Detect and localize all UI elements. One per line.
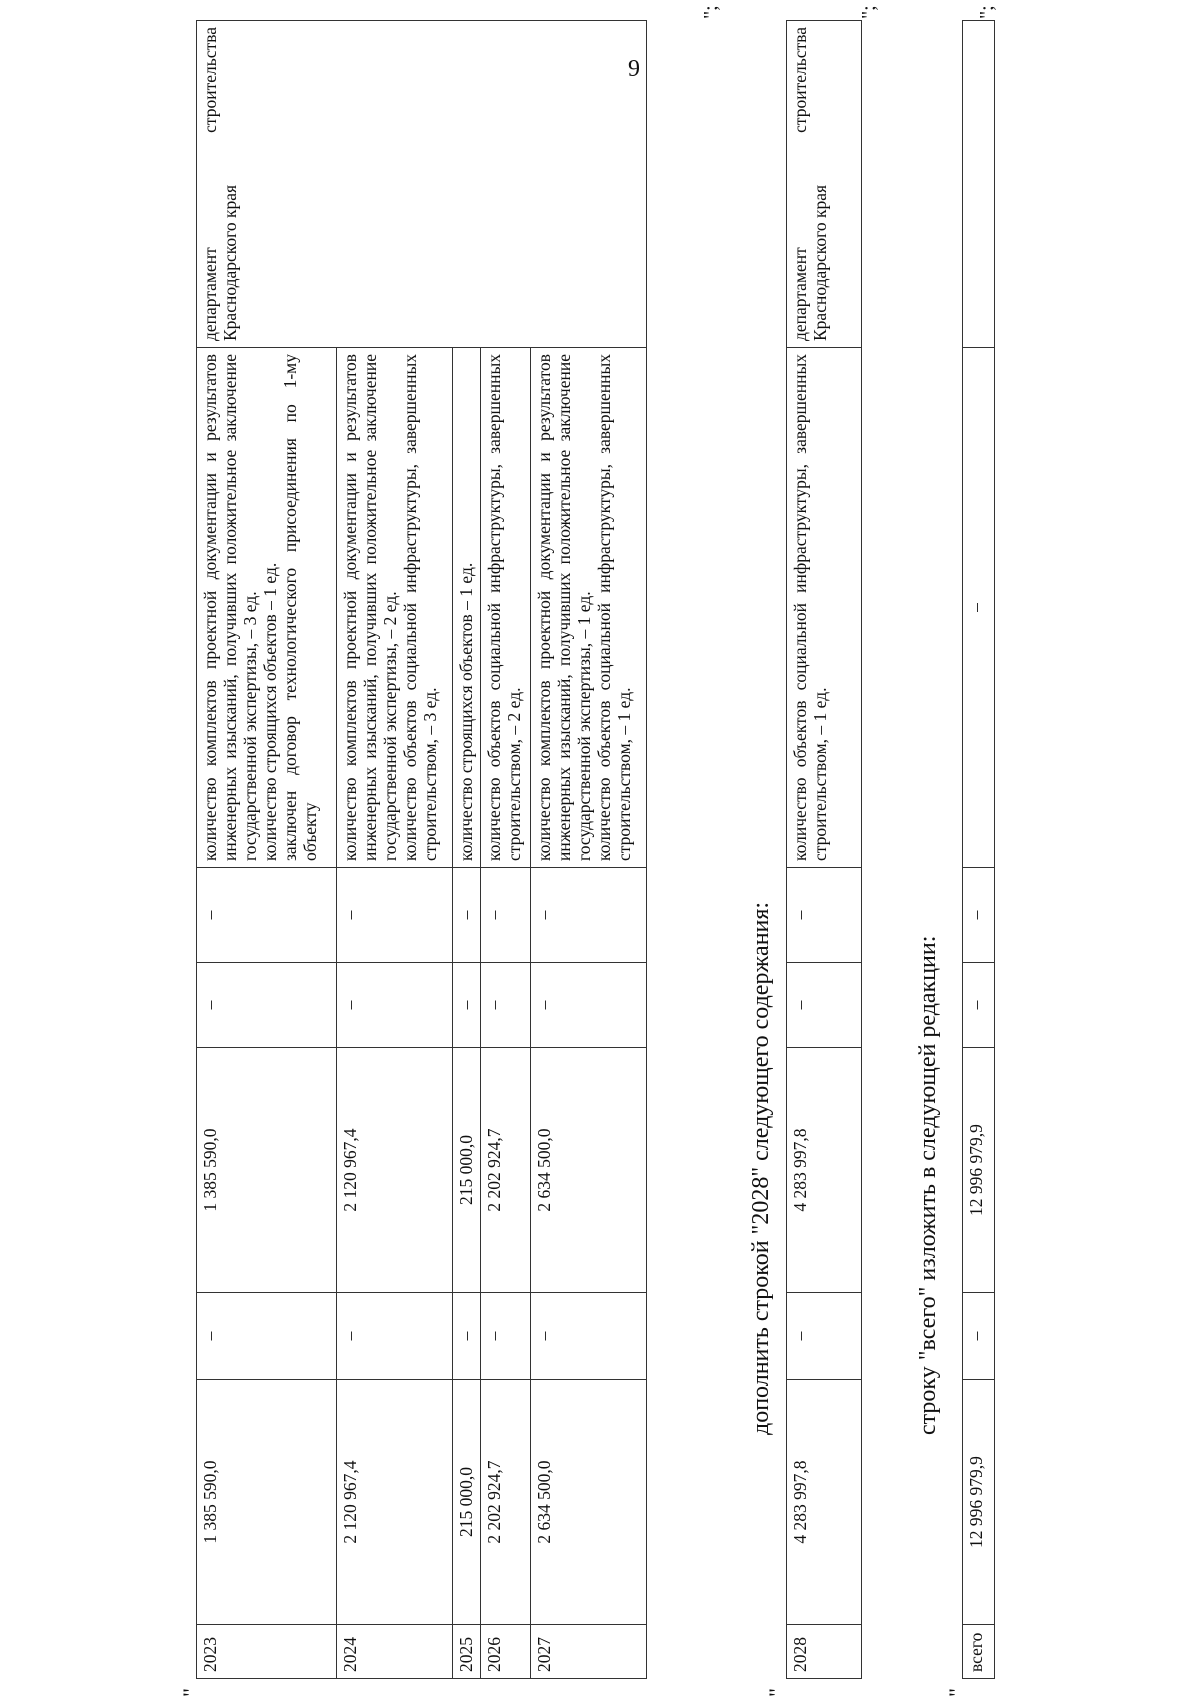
year-cell: 2024 bbox=[337, 1625, 453, 1679]
indicator-line: количество комплектов проектной документации и результатов инженерных изысканий, получивших положительное заключение государственной экспертизы, – 1 ед. bbox=[534, 354, 594, 861]
regional-cell: 2 202 924,7 bbox=[481, 1048, 531, 1293]
indicators-cell bbox=[481, 348, 531, 868]
responsible-cell: департамент строительства Краснодарского края bbox=[787, 21, 862, 348]
opening-quote: " bbox=[944, 1688, 969, 1697]
opening-quote: " bbox=[178, 1688, 203, 1697]
year-cell: 2025 bbox=[453, 1625, 481, 1679]
regional-cell: 4 283 997,8 bbox=[787, 1048, 862, 1293]
indicators-cell bbox=[337, 348, 453, 868]
other-cell: – bbox=[787, 868, 862, 963]
regional-cell: 2 634 500,0 bbox=[531, 1048, 647, 1293]
indicator-line: количество объектов социальной инфраструктуры, завершенных строительством, – 2 ед. bbox=[484, 354, 524, 861]
opening-quote: " bbox=[764, 1688, 789, 1697]
regional-cell: 215 000,0 bbox=[453, 1048, 481, 1293]
federal-cell: – bbox=[453, 1293, 481, 1380]
year-cell: всего bbox=[963, 1625, 995, 1679]
year-cell: 2023 bbox=[197, 1625, 337, 1679]
total-cell: 2 120 967,4 bbox=[337, 1380, 453, 1625]
local-cell: – bbox=[787, 963, 862, 1048]
indicator-line: количество объектов социальной инфраструктуры, завершенных строительством, – 1 ед. bbox=[594, 354, 634, 861]
federal-cell: – bbox=[337, 1293, 453, 1380]
other-cell: – bbox=[337, 868, 453, 963]
local-cell: – bbox=[963, 963, 995, 1048]
heading-total-row: строку "всего" изложить в следующей редакции: bbox=[915, 935, 941, 1435]
local-cell: – bbox=[531, 963, 647, 1048]
indicator-line: количество комплектов проектной документации и результатов инженерных изысканий, получивших положительное заключение государственной экспертизы, – 2 ед. bbox=[340, 354, 400, 861]
other-cell: – bbox=[963, 868, 995, 963]
total-cell: 215 000,0 bbox=[453, 1380, 481, 1625]
total-row-table bbox=[962, 20, 995, 1679]
regional-cell: 12 996 979,9 bbox=[963, 1048, 995, 1293]
total-cell: 2 634 500,0 bbox=[531, 1380, 647, 1625]
closing-quote: "; bbox=[700, 5, 722, 19]
page-number: 9 bbox=[628, 56, 640, 82]
indicators-cell bbox=[453, 348, 481, 868]
federal-cell: – bbox=[531, 1293, 647, 1380]
other-cell: – bbox=[531, 868, 647, 963]
local-cell: – bbox=[337, 963, 453, 1048]
total-cell: 1 385 590,0 bbox=[197, 1380, 337, 1625]
indicator-line: количество строящихся объектов – 1 ед. bbox=[260, 562, 280, 861]
indicator-line: количество комплектов проектной документации и результатов инженерных изысканий, получивших положительное заключение государственной экспертизы, – 3 ед. bbox=[200, 354, 260, 861]
federal-cell: – bbox=[963, 1293, 995, 1380]
closing-quote: "; bbox=[858, 5, 880, 19]
year-cell: 2028 bbox=[787, 1625, 862, 1679]
other-cell: – bbox=[481, 868, 531, 963]
program-table bbox=[196, 20, 647, 1679]
indicator-line: заключен договор технологического присоединения по 1-му объекту bbox=[280, 354, 320, 861]
local-cell: – bbox=[197, 963, 337, 1048]
row-2028-table bbox=[786, 20, 862, 1679]
indicators-cell: – bbox=[963, 348, 995, 868]
indicators-cell: количество объектов социальной инфраструктуры, завершенных строительством, – 1 ед. bbox=[787, 348, 862, 868]
local-cell: – bbox=[481, 963, 531, 1048]
federal-cell: – bbox=[197, 1293, 337, 1380]
indicator-line: количество строящихся объектов – 1 ед. bbox=[456, 562, 476, 861]
closing-quote: "; bbox=[976, 5, 998, 19]
year-cell: 2026 bbox=[481, 1625, 531, 1679]
indicator-line: количество объектов социальной инфраструктуры, завершенных строительством, – 3 ед. bbox=[400, 354, 440, 861]
regional-cell: 2 120 967,4 bbox=[337, 1048, 453, 1293]
year-cell: 2027 bbox=[531, 1625, 647, 1679]
total-cell: 2 202 924,7 bbox=[481, 1380, 531, 1625]
total-cell: 12 996 979,9 bbox=[963, 1380, 995, 1625]
responsible-cell: департамент строительства Краснодарского края bbox=[197, 21, 647, 348]
table-row bbox=[963, 21, 995, 1679]
local-cell: – bbox=[453, 963, 481, 1048]
indicators-cell bbox=[531, 348, 647, 868]
total-cell: 4 283 997,8 bbox=[787, 1380, 862, 1625]
other-cell: – bbox=[197, 868, 337, 963]
indicators-cell bbox=[197, 348, 337, 868]
other-cell: – bbox=[453, 868, 481, 963]
responsible-cell bbox=[963, 21, 995, 348]
federal-cell: – bbox=[481, 1293, 531, 1380]
table-row bbox=[787, 21, 862, 1679]
regional-cell: 1 385 590,0 bbox=[197, 1048, 337, 1293]
table-row bbox=[197, 21, 337, 1679]
federal-cell: – bbox=[787, 1293, 862, 1380]
heading-add-row: дополнить строкой "2028" следующего содержания: bbox=[748, 901, 774, 1435]
